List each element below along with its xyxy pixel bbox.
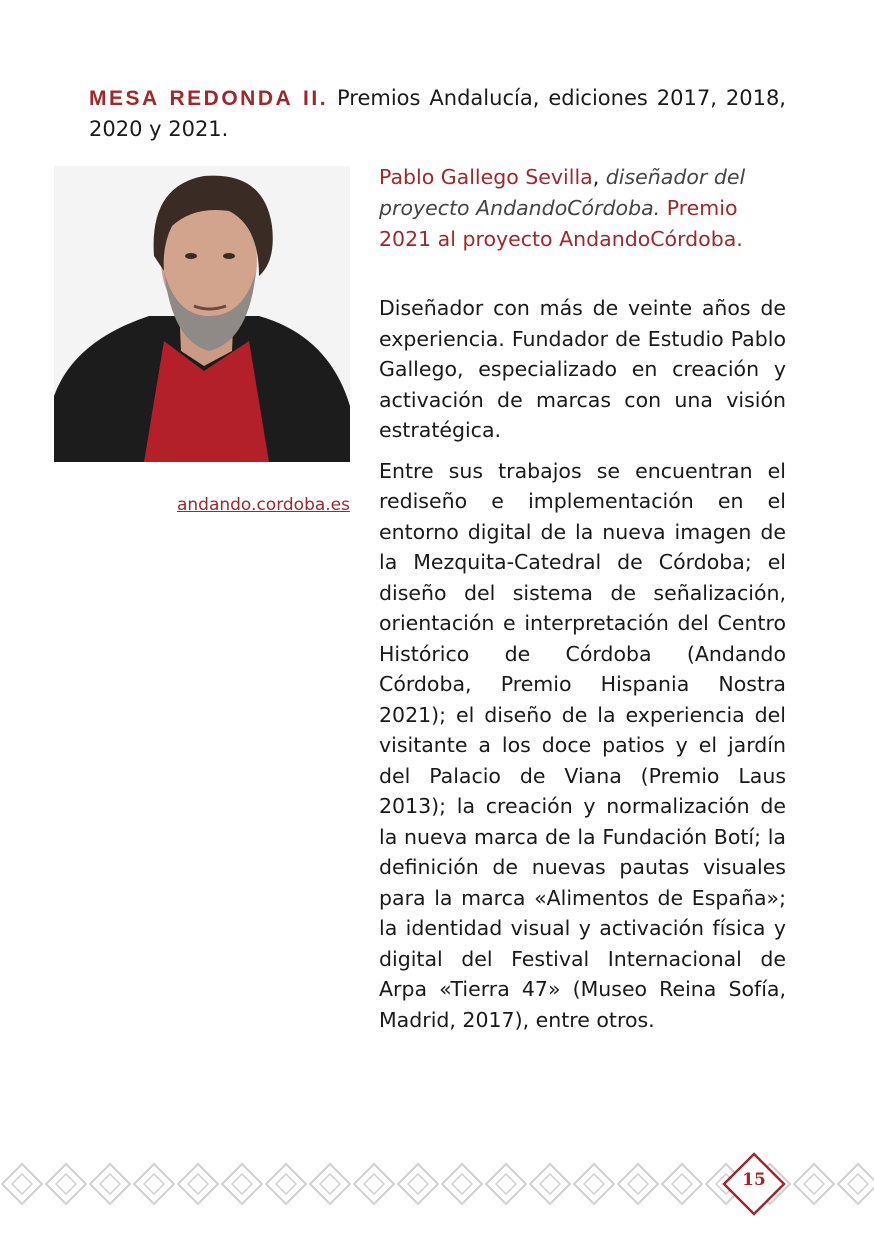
speaker-name: Pablo Gallego Sevilla	[379, 165, 593, 189]
speaker-intro	[379, 162, 786, 255]
speaker-photo	[54, 166, 350, 462]
bio-paragraph: Diseñador con más de veinte años de experiencia. Fundador de Estudio Pablo Gallego, especializado en creación y activación de marcas con una visión estratégica.	[379, 296, 786, 442]
speaker-award: Premio 2021 al proyecto AndandoCórdoba.	[379, 196, 743, 251]
portrait-illustration	[54, 166, 350, 462]
website-link[interactable]: andando.cordoba.es	[176, 495, 350, 515]
page-number: 15	[742, 1170, 766, 1190]
speaker-role: diseñador del proyecto AndandoCórdoba.	[379, 165, 746, 220]
section-header	[89, 83, 786, 145]
speaker-separator: ,	[592, 165, 600, 189]
speaker-bio	[379, 293, 786, 1045]
section-title: Premios Andalucía, ediciones 2017, 2018, 2020 y 2021.	[89, 86, 786, 141]
section-label: MESA REDONDA II.	[89, 87, 329, 110]
bio-paragraph: Entre sus trabajos se encuentran el rediseño e implementación en el entorno digital de la nueva imagen de la Mezquita-Catedral de Córdoba; el diseño del sistema de señalización, orientación e interpretación del Centro Histórico de Córdoba (Andando Córdoba, Premio Hispania Nostra 2021); el diseño de la experiencia del visitante a los doce patios y el jardín del Palacio de Viana (Premio Laus 2013); la creación y normalización de la nueva marca de la Fundación Botí; la definición de nuevas pautas visuales para la marca «Alimentos de España»; la identidad visual y activación física y digital del Festival Internacional de Arpa «Tierra 47» (Museo Reina Sofía, Madrid, 2017), entre otros.	[379, 458, 786, 1032]
